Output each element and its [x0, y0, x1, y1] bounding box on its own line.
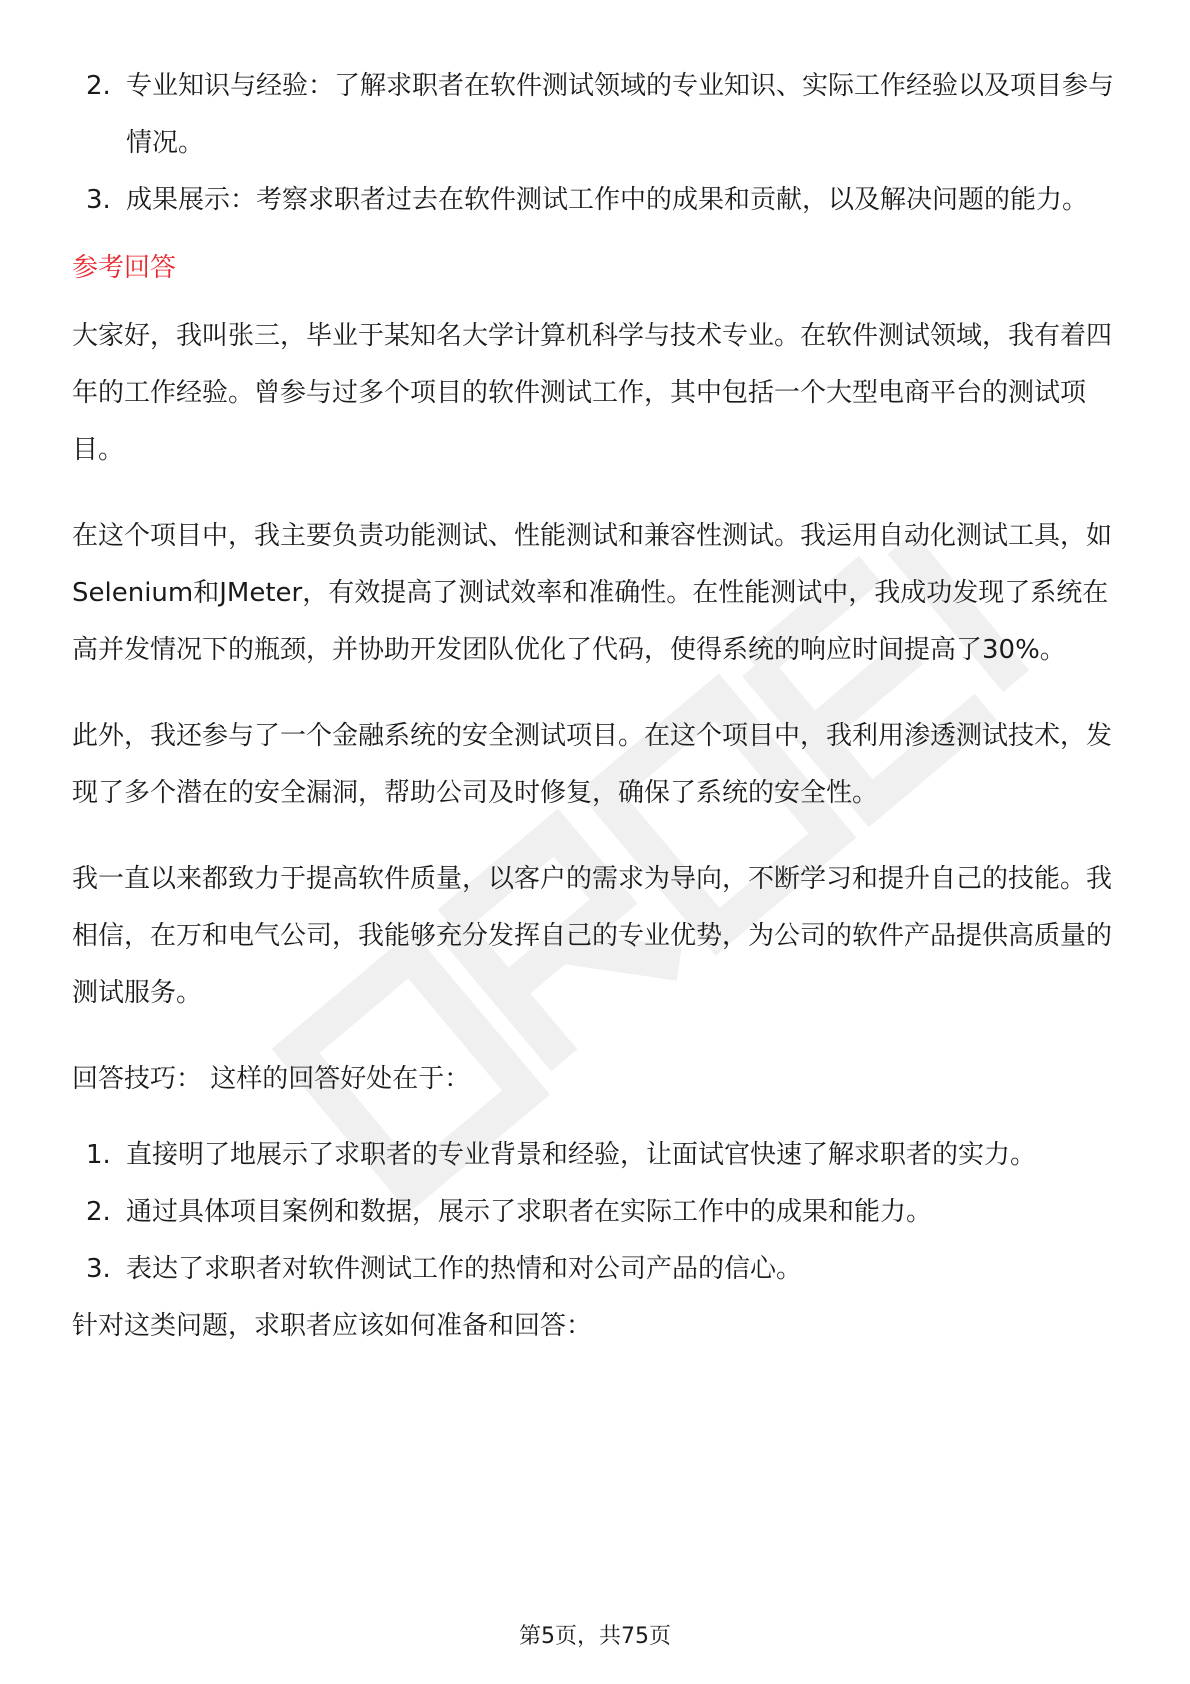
- criteria-list: [72, 58, 1122, 229]
- page-footer: 第5页，共75页: [519, 1624, 671, 1649]
- answer-paragraph-2: 在这个项目中，我主要负责功能测试、性能测试和兼容性测试。我运用自动化测试工具，如Selenium和JMeter，有效提高了测试效率和准确性。在性能测试中，我成功发现了系统在高并发情况下的瓶颈，并协助开发团队优化了代码，使得系统的响应时间提高了30%。: [72, 521, 1113, 665]
- list-number: 1.: [86, 1140, 111, 1170]
- section-heading: 参考回答: [72, 253, 177, 283]
- answer-paragraph-1: 大家好，我叫张三，毕业于某知名大学计算机科学与技术专业。在软件测试领域，我有着四年的工作经验。曾参与过多个项目的软件测试工作，其中包括一个大型电商平台的测试项目。: [72, 321, 1113, 465]
- tips-list: [72, 1127, 1122, 1298]
- list-number: 2.: [86, 71, 111, 101]
- list-item: [72, 58, 1122, 172]
- list-number: 3.: [86, 185, 111, 215]
- list-number: 3.: [86, 1254, 111, 1284]
- list-number: 2.: [86, 1197, 111, 1227]
- list-item: [72, 1184, 1122, 1241]
- list-item: [72, 1241, 1122, 1298]
- list-text: 通过具体项目案例和数据，展示了求职者在实际工作中的成果和能力。: [126, 1197, 933, 1227]
- list-text: 成果展示：考察求职者过去在软件测试工作中的成果和贡献，以及解决问题的能力。: [126, 185, 1089, 215]
- answer-paragraph-4: 我一直以来都致力于提高软件质量，以客户的需求为导向，不断学习和提升自己的技能。我相信，在万和电气公司，我能够充分发挥自己的专业优势，为公司的软件产品提供高质量的测试服务。: [72, 864, 1113, 1008]
- main-content: [72, 58, 1122, 1355]
- closing-question: 针对这类问题，求职者应该如何准备和回答：: [72, 1311, 593, 1341]
- list-text: 表达了求职者对软件测试工作的热情和对公司产品的信心。: [126, 1254, 803, 1284]
- list-text: 直接明了地展示了求职者的专业背景和经验，让面试官快速了解求职者的实力。: [126, 1140, 1037, 1170]
- list-item: [72, 1127, 1122, 1184]
- list-item: [72, 172, 1122, 229]
- answer-paragraph-3: 此外，我还参与了一个金融系统的安全测试项目。在这个项目中，我利用渗透测试技术，发现了多个潜在的安全漏洞，帮助公司及时修复，确保了系统的安全性。: [72, 721, 1113, 808]
- tips-intro: 回答技巧： 这样的回答好处在于：: [72, 1064, 471, 1094]
- list-text: 专业知识与经验：了解求职者在软件测试领域的专业知识、实际工作经验以及项目参与情况。: [126, 71, 1115, 158]
